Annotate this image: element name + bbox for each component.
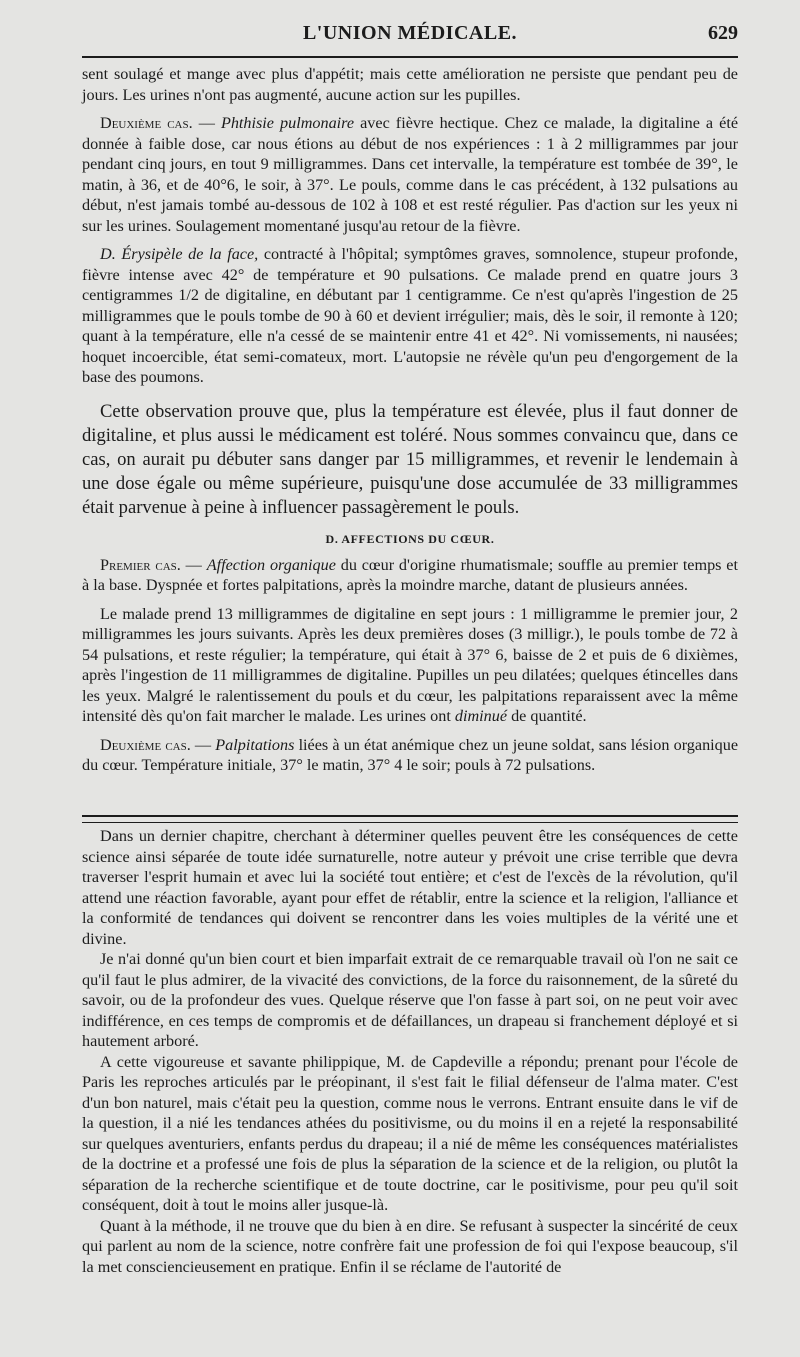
case-c2-dash: — xyxy=(192,114,221,132)
premier-cas-detail-end: de quantité. xyxy=(507,707,587,725)
page-number: 629 xyxy=(708,22,738,44)
running-header xyxy=(82,18,738,48)
header-rule xyxy=(82,56,738,58)
premier-cas-detail xyxy=(82,604,738,727)
premier-cas-dash: — xyxy=(180,555,207,574)
deuxieme-cas-paragraph xyxy=(82,735,738,776)
case-continuation: sent soulagé et mange avec plus d'appétit; mais cette amélioration ne persiste que pendant peu de jours. Les urines n'ont pas augmenté, aucune action sur les pupilles. xyxy=(82,65,738,104)
feuilleton-paragraph: Je n'ai donné qu'un bien court et bien imparfait extrait de ce remarquable travail où l'on ne sait ce qu'il faut le plus admirer, de la vivacité des convictions, de la force du raisonnement, de la sûreté du savoir, ou de la profondeur des vues. Quelque réserve que l'on fasse à part soi, on ne peut voir avec indifférence, en ces temps de compromis et de défaillances, un drapeau si franchement déployé et si hautement arboré. xyxy=(82,950,738,1050)
premier-cas-label: Premier cas. xyxy=(100,555,181,574)
feuilleton-paragraph: Quant à la méthode, il ne trouve que du bien à en dire. Se refusant à suspecter la sincérité de ceux qui parlent au nom de la science, notre confrère fait une profession de foi qui l'expose beaucoup, s'il la met consciencieusement en pratique. Enfin il se réclame de l'autorité de xyxy=(82,1216,738,1276)
deuxieme-cas-dash: — xyxy=(190,735,216,754)
main-article xyxy=(82,64,738,776)
premier-cas-paragraph xyxy=(82,555,738,596)
case-d-title: Érysipèle de la face, xyxy=(121,245,259,263)
case-c2-text: avec fièvre hectique. Chez ce malade, la digitaline a été donnée à faible dose, car nous étions au début de nos expériences : 1 à 2 milligrammes par jour pendant cinq jours, en tout 9 milligrammes. Dans cet intervalle, la température est tombée de 39°, le matin, à 36, et de 40°6, le soir, à 37°. Le pouls, comme dans le cas précédent, à 132 pulsations au début, n'est jamais tombé au-dessous de 102 à 108 et est resté régulier. Pas d'action sur les yeux ni sur les urines. Soulagement momentané jusqu'au retour de la fièvre. xyxy=(82,114,739,235)
case-d-label: D. xyxy=(100,245,116,263)
feuilleton-paragraph: Dans un dernier chapitre, cherchant à déterminer quelles peuvent être les conséquences de cette science ainsi séparée de toute idée surnaturelle, notre auteur y prévoit une crise terrible que devra traverser l'esprit humain et avec lui la société tout entière; et c'est de l'excès de la révolution, qu'il attend une réaction favorable, ayant pour effet de rétablir, entre la science et la religion, l'alliance et la conformité de tendances qui doivent se rencontrer dans les voies multiples de la vérité une et divine. xyxy=(82,827,738,948)
deuxieme-cas-label: Deuxième cas. xyxy=(100,735,191,754)
premier-cas-detail-emphasis: diminué xyxy=(454,707,508,725)
premier-cas-text: du cœur d'origine rhumatismale; souffle au premier temps et à la base. Dyspnée et fortes palpitations, après la moindre marche, datant de plusieurs années. xyxy=(82,555,738,594)
deuxieme-cas-title: Palpitations xyxy=(215,735,295,754)
premier-cas-title: Affection organique xyxy=(206,555,336,574)
case-c2-paragraph xyxy=(82,113,738,236)
premier-cas-detail-text: Le malade prend 13 milligrammes de digitaline en sept jours : 1 milligramme le premier jour, 2 milligrammes les jours suivants. Après les deux premières doses (3 milligr.), le pouls tombe de 72 à 54 pulsations, et reste régulier; la température, qui était à 37° 6, baisse de 2 et puis de 6 dixièmes, après l'ingestion de 11 milligrammes de digitaline. Pupilles un peu dilatées; quelques étincelles dans les yeux. Malgré le ralentissement du pouls et du cœur, les palpitations reparaissent avec la même intensité dès qu'on fait marcher le malade. Les urines ont xyxy=(82,604,738,725)
deuxieme-cas-text: liées à un état anémique chez un jeune soldat, sans lésion organique du cœur. Température initiale, 37° le matin, 37° 4 le soir; pouls à 72 pulsations. xyxy=(82,735,739,774)
case-d-paragraph xyxy=(82,244,738,388)
feuilleton-paragraph: A cette vigoureuse et savante philippique, M. de Capdeville a répondu; prenant pour l'école de Paris les reproches articulés par le préopinant, il s'est fait le filial défenseur de l'alma mater. C'est d'un bon naturel, mais c'était peu la question, comme nous le verrons. Entrant ensuite dans le vif de la question, il a nié les tendances athées du positivisme, ou du moins il en a rejeté la responsabilité sur quelques aventuriers, enfants perdus du drapeau; il a nié de même les conséquences matérialistes de la doctrine et a professé une fois de plus la séparation de la science et de la religion, ou plutôt la séparation de la recherche scientifique et de toute doctrine, car le positivisme, pour peu qu'il soit conséquent, doit à tout le moins aller jusque-là. xyxy=(82,1052,738,1214)
feuilleton-separator xyxy=(82,815,738,823)
section-heading-heart: D. AFFECTIONS DU CŒUR. xyxy=(325,531,495,546)
feuilleton-section xyxy=(82,826,738,1277)
observation-paragraph: Cette observation prouve que, plus la température est élevée, plus il faut donner de digitaline, et plus aussi le médicament est toléré. Nous sommes convaincu que, dans ce cas, on aurait pu débuter sans danger par 15 milligrammes, et revenir le lendemain à une dose égale ou même supérieure, puisqu'une dose accumulée de 33 milligrammes était parvenue à peine à influencer passagèrement le pouls. xyxy=(82,400,738,518)
journal-title: L'UNION MÉDICALE. xyxy=(302,22,518,44)
case-d-text: contracté à l'hôpital; symptômes graves, somnolence, stupeur profonde, fièvre intense avec 42° de température et 90 pulsations. Ce malade prend en quatre jours 3 centigrammes 1/2 de digitaline, en débutant par 1 centigramme. Ce n'est qu'après l'ingestion de 25 milligrammes que le pouls tombe de 90 à 60 et devient irrégulier; mais, dès le soir, il remonte à 120; quant à la température, elle n'a cessé de se maintenir entre 41 et 42°. Ni vomissements, ni nausées; hoquet incoercible, état semi-comateux, mort. L'autopsie ne révèle qu'un peu d'engorgement de la base des poumons. xyxy=(82,245,739,386)
case-c2-title: Phthisie pulmonaire xyxy=(220,114,355,132)
case-c2-label: Deuxième cas. xyxy=(100,114,193,132)
